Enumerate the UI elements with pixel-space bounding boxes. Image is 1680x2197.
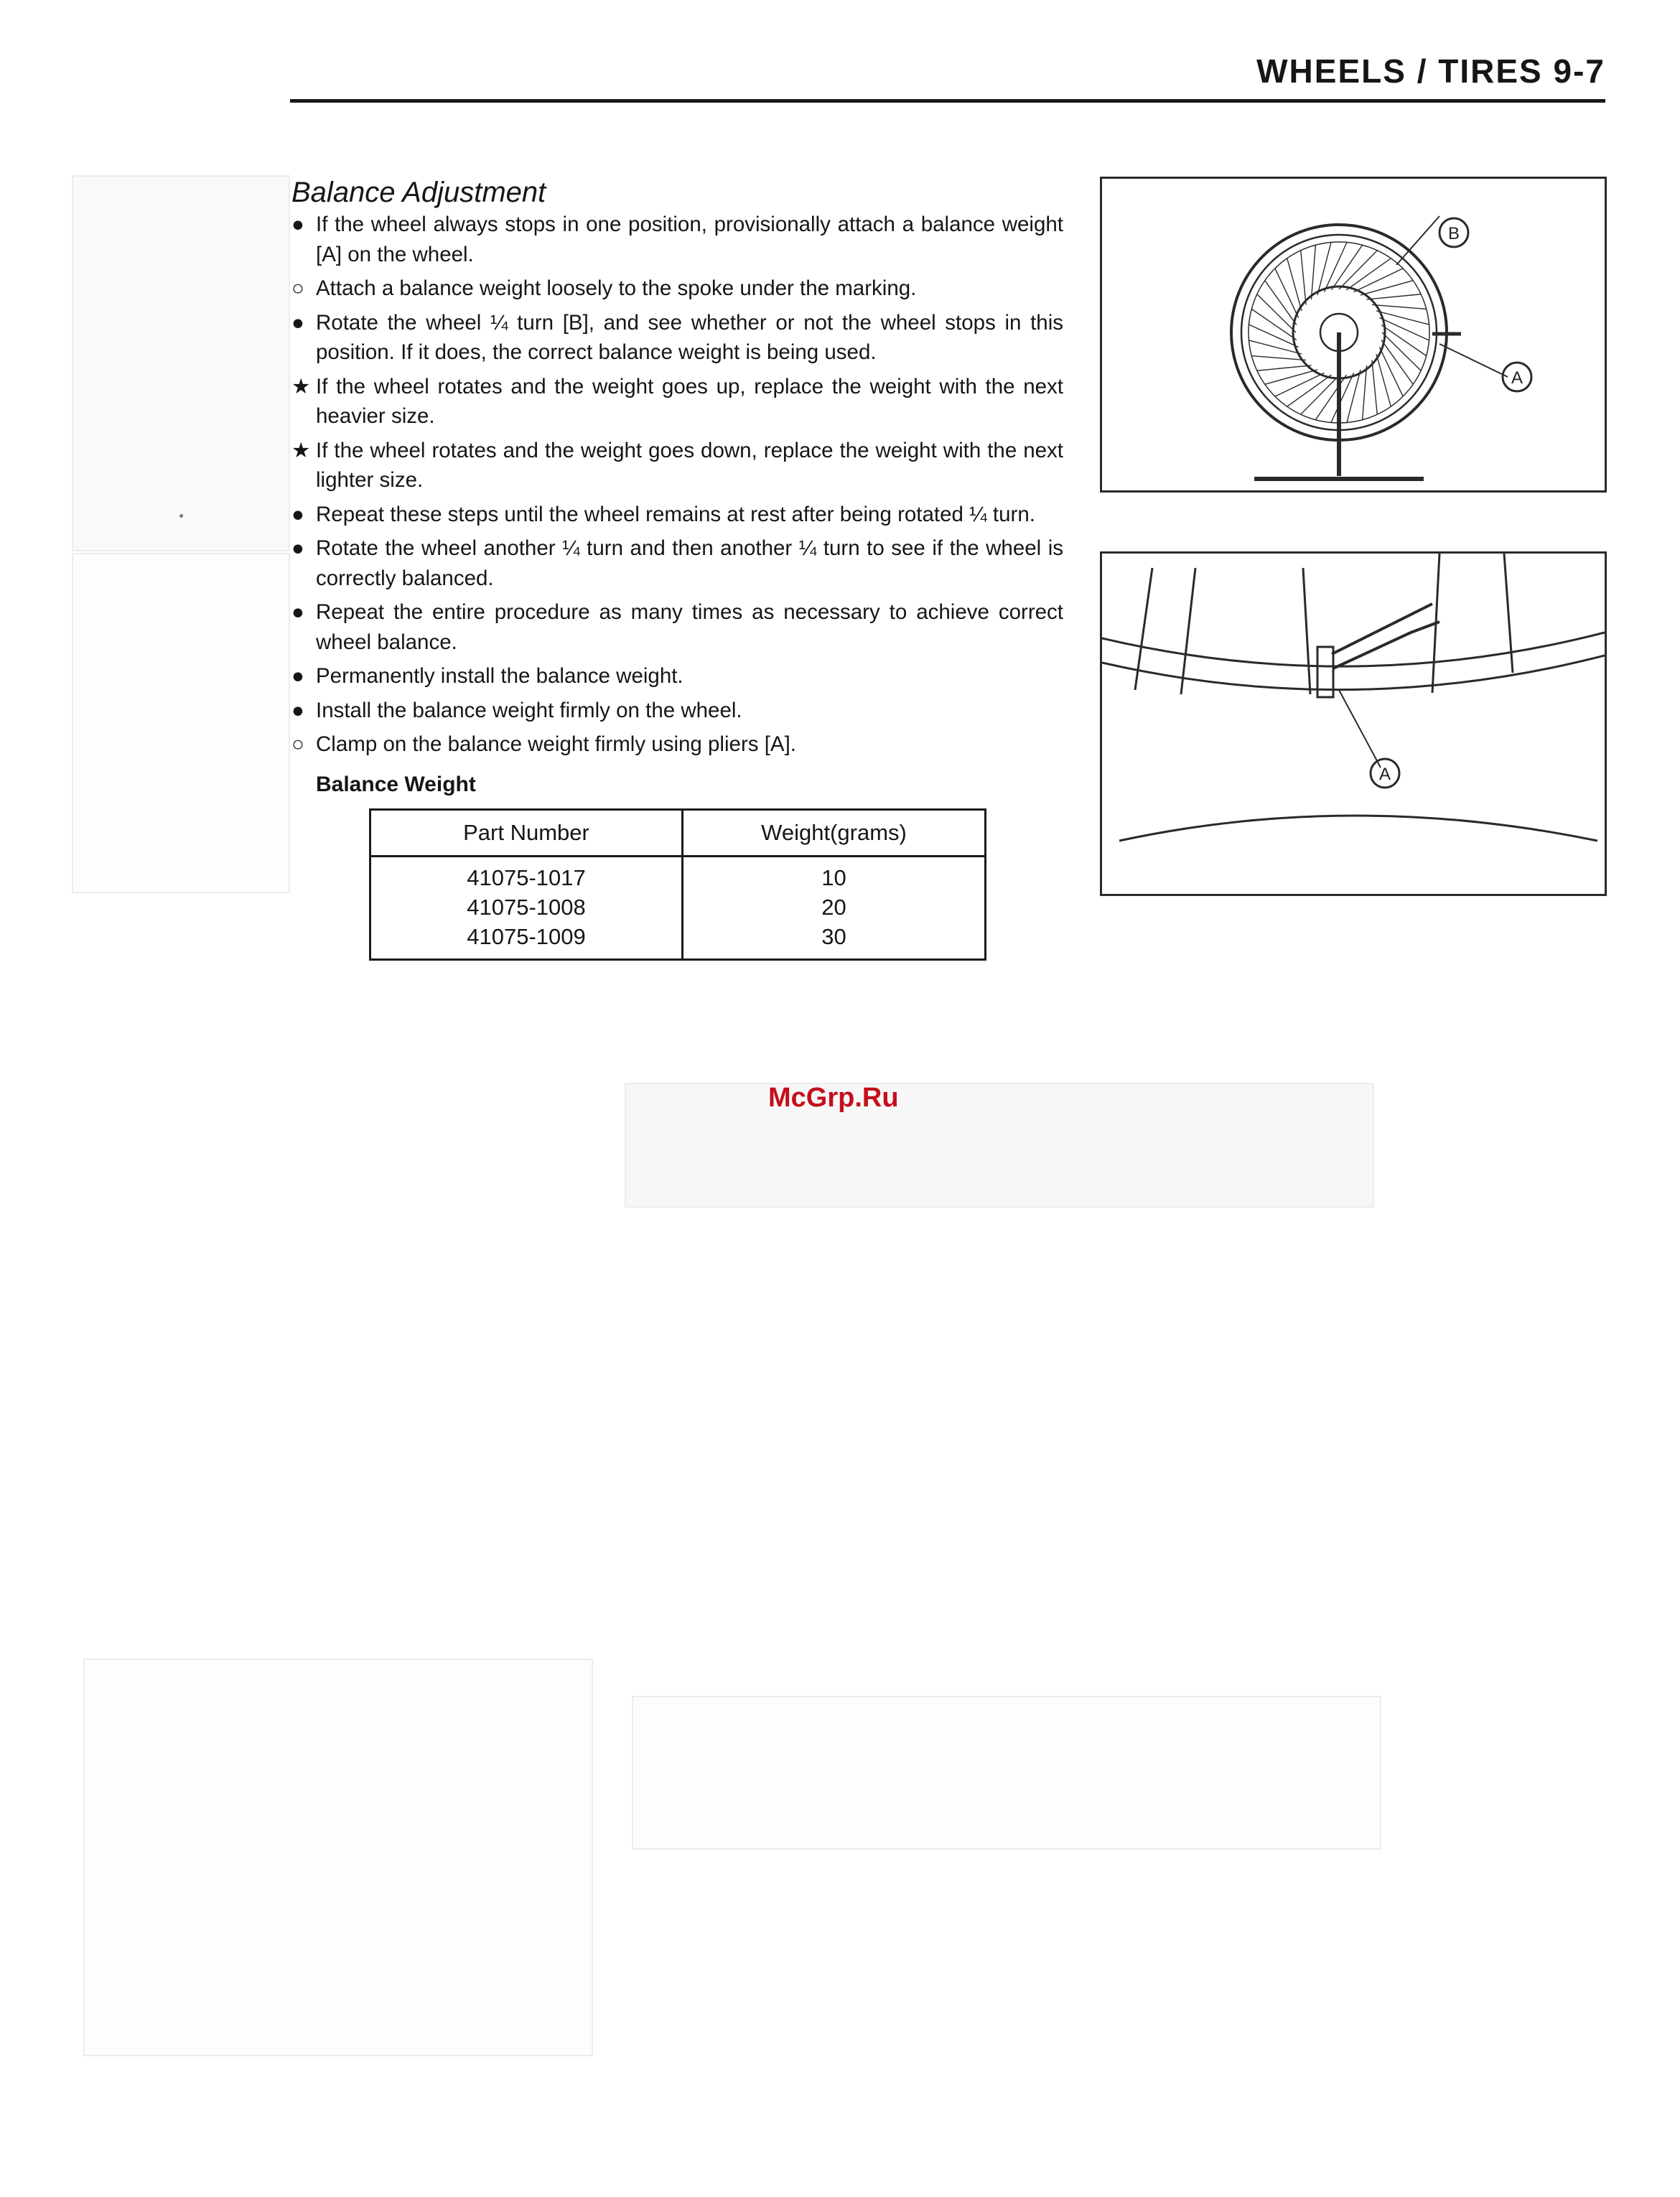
wheel-spoke	[1287, 258, 1302, 311]
weight-value: 30	[821, 924, 846, 949]
step-text: Repeat these steps until the wheel remains at rest after being rotated ¼ turn.	[316, 502, 1035, 526]
figure-wheel-balancer	[1100, 177, 1607, 493]
balance-weight-table	[369, 808, 986, 961]
step-text: Rotate the wheel ¼ turn [B], and see whether or not the wheel stops in this position. If it does, the correct balance weight is being used.	[316, 310, 1063, 364]
step-text: Attach a balance weight loosely to the spoke under the marking.	[316, 276, 917, 300]
part-number: 41075-1009	[467, 924, 586, 949]
header-part-number: Part Number	[370, 810, 683, 857]
wheel-spoke	[1257, 365, 1312, 370]
wheel-spoke	[1265, 370, 1317, 384]
wheel-spoke	[1311, 245, 1315, 299]
bullet-marker: ●	[291, 213, 304, 236]
step-item	[291, 210, 1063, 269]
part-number: 41075-1017	[467, 865, 586, 890]
wheel-spoke	[1301, 251, 1306, 305]
wheel-spoke	[1379, 347, 1403, 397]
step-item	[291, 274, 1063, 304]
wheel-spoke	[1275, 373, 1325, 396]
wheel-spoke	[1251, 356, 1306, 360]
bullet-marker: ●	[291, 310, 304, 335]
bleed-through-left	[72, 175, 290, 551]
step-text: If the wheel rotates and the weight goes down, replace the weight with the next lighter size.	[316, 438, 1063, 492]
wheel-spoke	[1361, 281, 1413, 295]
wheel-spoke	[1354, 269, 1404, 292]
wheel-balancer-illustration	[1102, 179, 1605, 490]
step-item	[291, 533, 1063, 593]
wheel-spoke	[1381, 325, 1427, 356]
bleed-through-bottom-figure	[83, 1659, 593, 2056]
bullet-marker: ○	[291, 276, 304, 300]
bullet-marker: ●	[291, 600, 304, 624]
figure-pliers-clamp	[1100, 551, 1607, 896]
step-item	[291, 661, 1063, 691]
step-item	[291, 696, 1063, 726]
wheel-spoke	[1376, 354, 1391, 406]
table-caption: Balance Weight	[316, 773, 476, 796]
weight-value: 10	[821, 865, 846, 890]
part-number-cell	[370, 857, 683, 960]
wheel-spoke	[1372, 304, 1427, 309]
step-item	[291, 729, 1063, 760]
step-text: Repeat the entire procedure as many times as necessary to achieve correct wheel balance.	[316, 600, 1063, 654]
table-row	[370, 857, 986, 960]
watermark: McGrp.Ru	[768, 1083, 899, 1113]
bullet-marker: ★	[291, 374, 311, 398]
step-item	[291, 308, 1063, 368]
pliers-clamp-illustration	[1102, 554, 1605, 894]
wheel-spoke	[1367, 294, 1422, 299]
wheel-spoke	[1275, 269, 1299, 318]
step-item	[291, 597, 1063, 657]
step-text: Install the balance weight firmly on the wheel.	[316, 698, 742, 722]
header-weight: Weight(grams)	[683, 810, 986, 857]
figure-label-a: A	[1511, 368, 1523, 388]
wheel-spoke	[1332, 245, 1363, 290]
step-text: If the wheel always stops in one position, provisionally attach a balance weight [A] on the wheel.	[316, 213, 1063, 266]
bullet-marker: ●	[291, 502, 304, 526]
step-text: Clamp on the balance weight firmly using pliers [A].	[316, 732, 796, 756]
part-number: 41075-1008	[467, 895, 586, 920]
wheel-spoke	[1315, 375, 1346, 420]
weight-cell	[683, 857, 986, 960]
step-text: Permanently install the balance weight.	[316, 664, 683, 688]
bleed-through-bottom-caution	[632, 1696, 1381, 1850]
weight-value: 20	[821, 895, 846, 920]
step-item	[291, 436, 1063, 495]
bullet-marker: ●	[291, 698, 304, 722]
step-item	[291, 372, 1063, 432]
table-header-row	[370, 810, 986, 857]
step-item	[291, 500, 1063, 530]
bullet-marker: ●	[291, 664, 304, 688]
procedure-steps	[291, 210, 1063, 764]
figure-label-b: B	[1447, 224, 1460, 243]
wheel-spoke	[1251, 309, 1297, 340]
bullet-marker: ○	[291, 732, 304, 756]
section-title: Balance Adjustment	[291, 177, 546, 208]
bleed-through-caution	[625, 1083, 1374, 1208]
bleed-through-left-lower	[72, 553, 290, 893]
step-text: If the wheel rotates and the weight goes up, replace the weight with the next heavier size.	[316, 374, 1063, 428]
wheel-spoke	[1372, 360, 1377, 415]
stray-dot	[179, 514, 183, 518]
bullet-marker: ●	[291, 536, 304, 560]
bullet-marker: ★	[291, 438, 311, 462]
step-text: Rotate the wheel another ¼ turn and then another ¼ turn to see if the wheel is correctly balanced.	[316, 536, 1063, 590]
page-header-title: WHEELS / TIRES 9-7	[1256, 52, 1605, 90]
figure-label-a: A	[1378, 765, 1391, 784]
header-rule	[290, 99, 1605, 103]
wheel-spoke	[1363, 365, 1367, 420]
